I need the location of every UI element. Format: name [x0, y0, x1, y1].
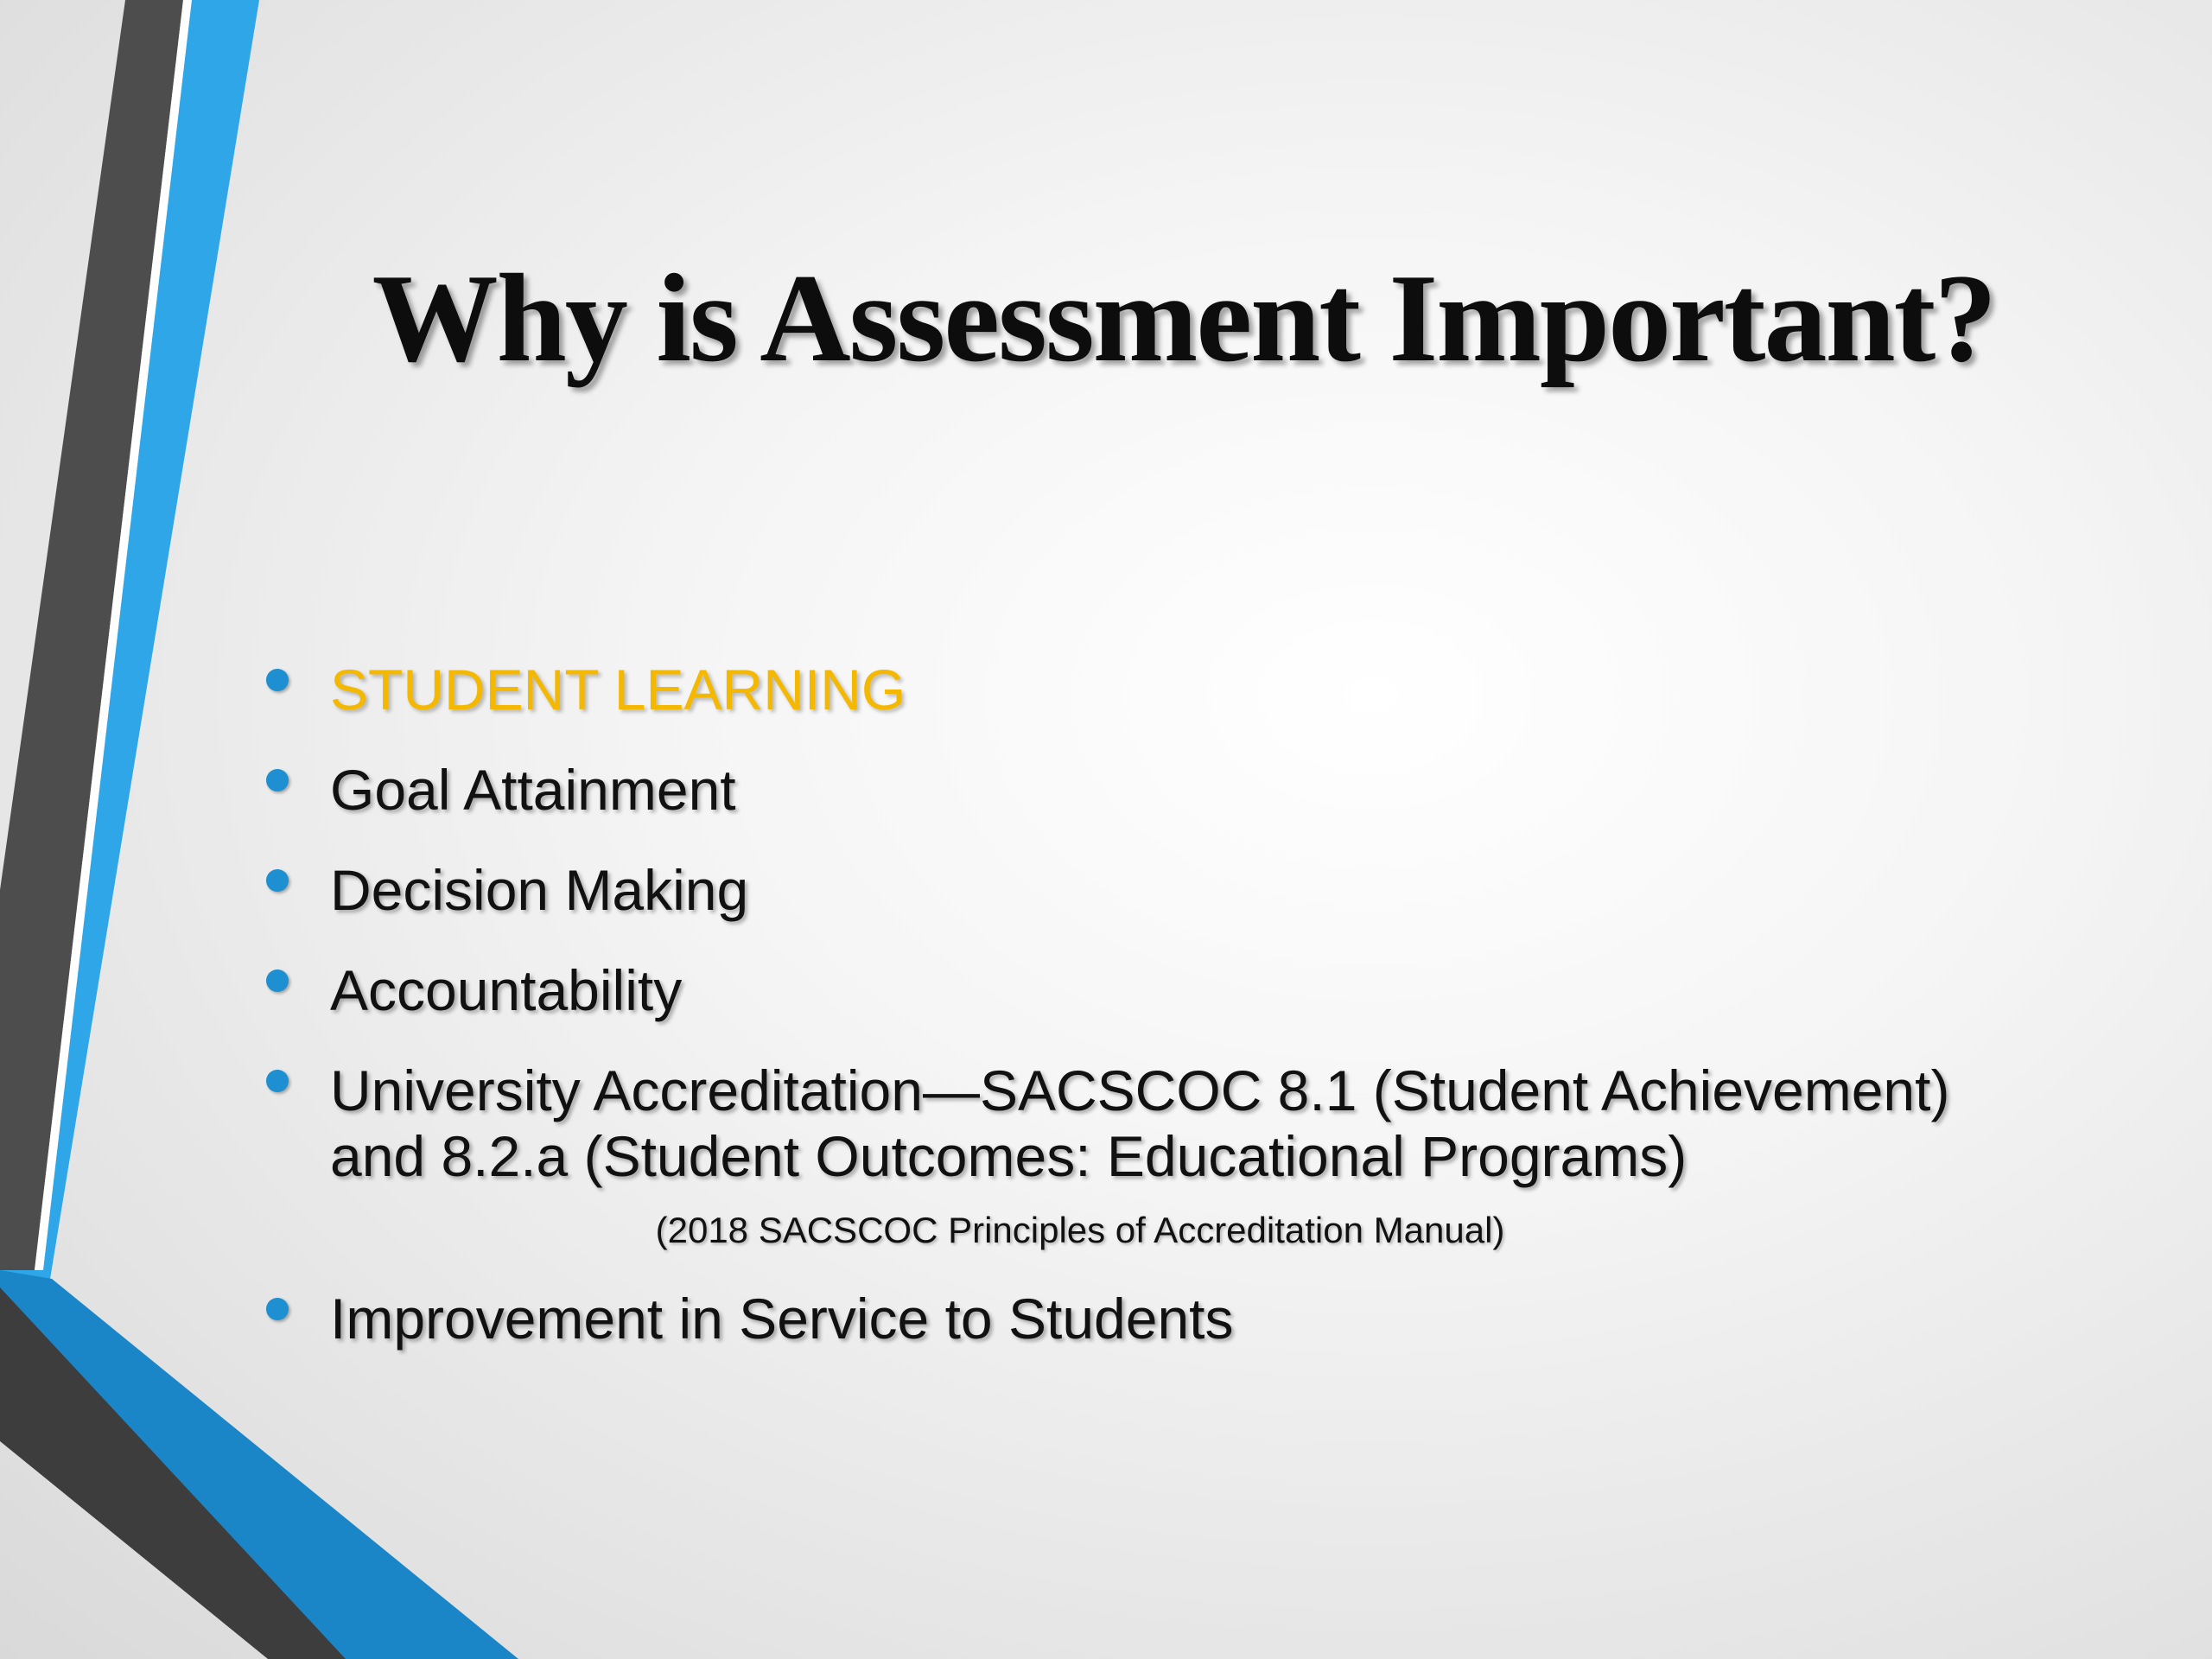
- slide-title: Why is Assessment Important?: [372, 248, 1996, 388]
- citation-text: (2018 SACSCOC Principles of Accreditation Manual): [655, 1210, 1505, 1250]
- list-item: [259, 1058, 1987, 1189]
- list-item: [259, 757, 1987, 823]
- bullet-text: Accountability: [330, 958, 683, 1022]
- bullet-icon: [266, 669, 289, 691]
- bullet-text: Improvement in Service to Students: [330, 1287, 1234, 1351]
- bullet-text: Decision Making: [330, 858, 749, 922]
- dark-vertical-stripe: [0, 0, 183, 1270]
- bullet-icon: [266, 769, 289, 791]
- list-item: [259, 657, 1987, 722]
- list-item: [259, 1286, 1987, 1351]
- bullet-text: University Accreditation—SACSCOC 8.1 (Student Achievement) and 8.2.a (Student Outcomes: Educational Programs): [330, 1058, 1950, 1188]
- bullet-icon: [266, 969, 289, 992]
- list-item: [259, 957, 1987, 1023]
- bullet-list: [259, 657, 1987, 1386]
- bullet-text: STUDENT LEARNING: [330, 658, 906, 721]
- bullet-text: Goal Attainment: [330, 758, 736, 822]
- bullet-icon: [266, 1298, 289, 1320]
- list-item: [259, 857, 1987, 923]
- bullet-icon: [266, 869, 289, 892]
- bullet-icon: [266, 1070, 289, 1092]
